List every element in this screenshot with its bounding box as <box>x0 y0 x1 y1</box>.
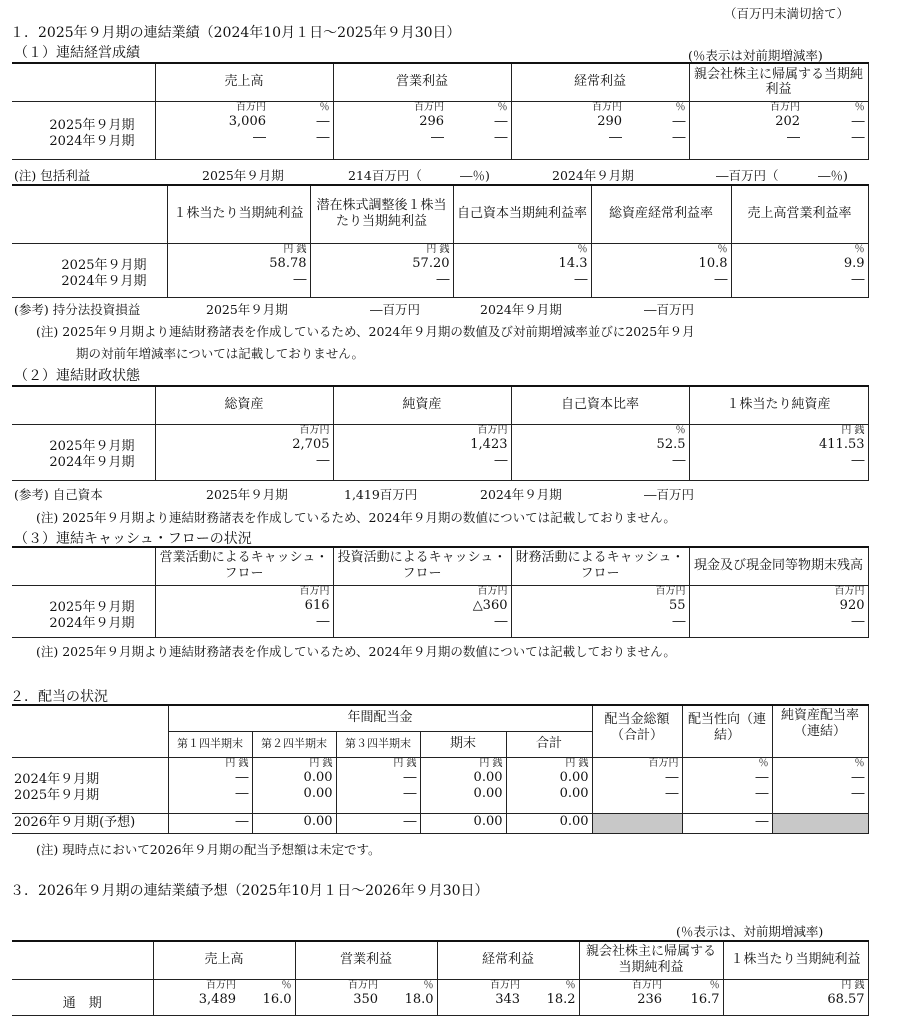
cell: ― <box>403 785 417 801</box>
cell: 0.00 <box>420 813 506 833</box>
comp-income-v1: 214百万円（ <box>348 168 422 183</box>
ref-equity-method-y2: 2024年９月期 <box>480 302 562 317</box>
header-eps: １株当たり当期純利益 <box>167 185 310 243</box>
unit: 百万円 <box>490 979 521 991</box>
unit: 百万円 <box>648 757 679 769</box>
unit: 百万円 <box>348 979 379 991</box>
ref-equity-label: (参考) 自己資本 <box>14 487 103 502</box>
cell: 57.20 <box>412 255 450 271</box>
cell: ― <box>235 769 249 785</box>
header-ordinary-profit: 経常利益 <box>437 941 579 979</box>
cell: ― <box>574 271 588 287</box>
cell: ― <box>787 129 801 145</box>
cell: 1,423 <box>470 436 508 452</box>
header-financing-cf: 財務活動によるキャッシュ・フロー <box>511 547 689 585</box>
cell: ― <box>316 129 330 145</box>
unit: ％ <box>854 101 865 113</box>
unit: 円 銭 <box>565 757 589 769</box>
header-blank <box>12 386 155 424</box>
cell: 58.78 <box>269 255 307 271</box>
cell: 0.00 <box>252 813 336 833</box>
unit: ％ <box>281 979 292 991</box>
unit-note: （百万円未満切捨て） <box>724 6 850 21</box>
per-share-table <box>12 184 869 298</box>
header-cash-end: 現金及び現金同等物期末残高 <box>689 547 868 585</box>
cell: 55 <box>668 597 686 613</box>
cell: ― <box>316 113 330 129</box>
header-blank <box>12 185 167 243</box>
ref-equity-method-v1: ―百万円 <box>370 302 421 317</box>
row-label-2024: 2024年９月期 <box>49 454 135 470</box>
header-operating-profit: 営業利益 <box>295 941 437 979</box>
unit: ％ <box>497 101 508 113</box>
section-2-title: ２．配当の状況 <box>10 689 108 705</box>
header-roa: 総資産経常利益率 <box>591 185 731 243</box>
cell: ― <box>665 769 679 785</box>
cell-shaded <box>592 813 682 833</box>
cell: 0.00 <box>473 769 503 785</box>
unit: ％ <box>675 101 686 113</box>
cell: 296 <box>419 113 445 129</box>
row-label-2025: 2025年９月期 <box>49 599 135 615</box>
comp-income-y2: 2024年９月期 <box>552 168 634 183</box>
cell: ― <box>431 129 445 145</box>
header-payout-ratio: 配当性向（連結） <box>682 705 772 757</box>
unit: 百万円 <box>206 979 236 991</box>
unit: ％ <box>854 243 865 255</box>
comp-income-y1: 2025年９月期 <box>202 168 284 183</box>
cell: ― <box>494 613 508 629</box>
row-label-2026-forecast: 2026年９月期(予想) <box>12 813 168 833</box>
header-op-margin: 売上高営業利益率 <box>731 185 868 243</box>
header-net-assets: 純資産 <box>333 386 511 424</box>
financial-position-table <box>12 385 869 481</box>
cell: 0.00 <box>303 785 333 801</box>
unit: 百万円 <box>592 101 623 113</box>
cell: 0.00 <box>506 813 592 833</box>
cell: 411.53 <box>819 436 865 452</box>
cell: ― <box>672 129 686 145</box>
cell: ― <box>755 769 769 785</box>
cell: 0.00 <box>559 785 589 801</box>
note-1-line-1: (注) 2025年９月期より連結財務諸表を作成しているため、2024年９月期の数値及び対前期増減率並びに2025年９月 <box>36 324 695 339</box>
cell: 0.00 <box>559 769 589 785</box>
row-labels <box>12 585 155 637</box>
cell: ― <box>714 271 728 287</box>
dividends-table <box>12 704 869 834</box>
cell: ― <box>672 113 686 129</box>
cell: ― <box>851 271 865 287</box>
row-label-full-year: 通 期 <box>12 979 153 1015</box>
unit: 百万円 <box>477 424 508 436</box>
cell: 616 <box>304 597 330 613</box>
cell: 18.2 <box>546 991 576 1007</box>
row-label-2024: 2024年９月期 <box>49 133 135 149</box>
header-blank <box>12 547 155 585</box>
unit: ％ <box>854 757 865 769</box>
cell: 2,705 <box>292 436 330 452</box>
ref-equity-v1: 1,419百万円 <box>344 487 418 502</box>
header-total-assets: 総資産 <box>155 386 333 424</box>
cell: ― <box>235 785 249 801</box>
unit: ％ <box>717 243 728 255</box>
unit: 百万円 <box>236 101 266 113</box>
cell: 290 <box>597 113 623 129</box>
cell: 350 <box>353 991 379 1007</box>
cell: ― <box>494 452 508 468</box>
row-label-2024: 2024年９月期 <box>61 273 147 289</box>
row-label-2025: 2025年９月期 <box>49 117 135 133</box>
header-operating-cf: 営業活動によるキャッシュ・フロー <box>155 547 333 585</box>
unit: ％ <box>577 243 588 255</box>
header-net-profit: 親会社株主に帰属する当期純利益 <box>689 63 868 101</box>
header-blank <box>12 63 155 101</box>
header-roe: 自己資本当期純利益率 <box>453 185 591 243</box>
cell: 9.9 <box>843 255 865 271</box>
cell: ― <box>316 452 330 468</box>
cell: 0.00 <box>473 785 503 801</box>
cell: ― <box>851 129 865 145</box>
ref-equity-y2: 2024年９月期 <box>480 487 562 502</box>
cell: ― <box>851 769 865 785</box>
note-2: (注) 2025年９月期より連結財務諸表を作成しているため、2024年９月期の数値については記載しておりません。 <box>36 510 676 525</box>
unit: 円 銭 <box>225 757 249 769</box>
row-label-2024: 2024年９月期 <box>49 615 135 631</box>
pct-note-2: (％表示は、対前期増減率) <box>676 924 824 939</box>
unit: 円 銭 <box>479 757 503 769</box>
header-doe: 純資産配当率（連結） <box>772 705 868 757</box>
ref-equity-y1: 2025年９月期 <box>206 487 288 502</box>
header-blank <box>12 705 168 757</box>
forecast-table <box>12 940 869 1016</box>
cell: 236 <box>637 991 663 1007</box>
cell: ― <box>403 769 417 785</box>
unit: 百万円 <box>299 585 330 597</box>
header-eps: １株当たり当期純利益 <box>723 941 868 979</box>
header-sales: 売上高 <box>153 941 295 979</box>
note-3: (注) 2025年９月期より連結財務諸表を作成しているため、2024年９月期の数値については記載しておりません。 <box>36 644 676 659</box>
unit: 円 銭 <box>283 243 307 255</box>
comp-income-label: (注) 包括利益 <box>14 168 91 183</box>
ref-equity-method-label: (参考) 持分法投資損益 <box>14 302 141 317</box>
unit: 百万円 <box>834 585 865 597</box>
cell: ― <box>851 113 865 129</box>
unit: ％ <box>675 424 686 436</box>
unit: 円 銭 <box>309 757 333 769</box>
unit: ％ <box>319 101 330 113</box>
cell: 10.8 <box>698 255 728 271</box>
cell: ― <box>851 785 865 801</box>
pct-note: (％表示は対前期増減率) <box>688 48 823 63</box>
header-operating-profit: 営業利益 <box>333 63 511 101</box>
cell: 343 <box>495 991 521 1007</box>
cell: ― <box>755 785 769 801</box>
cell: ― <box>293 271 307 287</box>
cell: 68.57 <box>827 991 865 1007</box>
row-labels <box>12 243 167 297</box>
unit: 百万円 <box>414 101 445 113</box>
note-1-line-2: 期の対前年増減率については記載しておりません。 <box>76 346 365 361</box>
cell: 18.0 <box>404 991 434 1007</box>
section-1-title: １．2025年９月期の連結業績（2024年10月１日～2025年９月30日） <box>10 25 461 41</box>
header-diluted-eps: 潜在株式調整後１株当たり当期純利益 <box>310 185 453 243</box>
row-label-2024: 2024年９月期 <box>14 771 100 787</box>
header-total: 合計 <box>506 731 592 757</box>
row-label-2025: 2025年９月期 <box>14 787 100 803</box>
cell: 920 <box>839 597 865 613</box>
cell: ― <box>851 452 865 468</box>
header-annual-dividend: 年間配当金 <box>168 705 592 731</box>
unit: 円 銭 <box>393 757 417 769</box>
cell: 202 <box>775 113 801 129</box>
cell: ― <box>336 813 420 833</box>
cell: ― <box>316 613 330 629</box>
header-year-end: 期末 <box>420 731 506 757</box>
ref-equity-v2: ―百万円 <box>644 487 695 502</box>
comp-income-v2: ―百万円（ <box>716 168 779 183</box>
unit: ％ <box>565 979 576 991</box>
unit: 百万円 <box>770 101 801 113</box>
unit: 円 銭 <box>841 979 865 991</box>
cell: 16.7 <box>690 991 720 1007</box>
cell: 3,006 <box>228 113 266 129</box>
cell: ― <box>253 129 266 145</box>
comp-income-p2: ―％) <box>818 168 848 183</box>
header-q3: 第３四半期末 <box>336 731 420 757</box>
unit: 円 銭 <box>426 243 450 255</box>
cell: ― <box>672 452 686 468</box>
header-ordinary-profit: 経常利益 <box>511 63 689 101</box>
header-q1: 第１四半期末 <box>168 731 252 757</box>
cell: ― <box>665 785 679 801</box>
row-labels <box>12 101 155 159</box>
cell: 16.0 <box>262 991 292 1007</box>
cell: △360 <box>472 597 508 613</box>
cash-flow-table <box>12 546 869 638</box>
unit: 百万円 <box>655 585 686 597</box>
comp-income-p1: ―％) <box>460 168 490 183</box>
cell: ― <box>494 113 508 129</box>
header-total-dividend: 配当金総額（合計） <box>592 705 682 757</box>
cell: 3,489 <box>198 991 236 1007</box>
section-3-title: ３．2026年９月期の連結業績予想（2025年10月１日～2026年９月30日） <box>10 883 489 899</box>
cell: ― <box>851 613 865 629</box>
header-equity-ratio: 自己資本比率 <box>511 386 689 424</box>
header-blank <box>12 941 153 979</box>
unit: 円 銭 <box>841 424 865 436</box>
row-label-2025: 2025年９月期 <box>61 257 147 273</box>
unit: ％ <box>709 979 720 991</box>
header-investing-cf: 投資活動によるキャッシュ・フロー <box>333 547 511 585</box>
ref-equity-method-v2: ―百万円 <box>644 302 695 317</box>
cell: ― <box>672 613 686 629</box>
cell-shaded <box>772 813 868 833</box>
cell: ― <box>436 271 450 287</box>
cell: 52.5 <box>656 436 686 452</box>
header-net-profit: 親会社株主に帰属する当期純利益 <box>579 941 723 979</box>
ref-equity-method-y1: 2025年９月期 <box>206 302 288 317</box>
cell: 14.3 <box>558 255 588 271</box>
unit: 百万円 <box>477 585 508 597</box>
section-1-3-title: （３）連結キャッシュ・フローの状況 <box>14 531 252 547</box>
header-bps: １株当たり純資産 <box>689 386 868 424</box>
header-sales: 売上高 <box>155 63 333 101</box>
section-1-2-title: （２）連結財政状態 <box>14 368 140 384</box>
row-labels <box>12 424 155 480</box>
unit: ％ <box>758 757 769 769</box>
operating-results-table <box>12 62 869 160</box>
cell: ― <box>682 813 772 833</box>
unit: 百万円 <box>299 424 330 436</box>
cell: 0.00 <box>303 769 333 785</box>
row-label-2025: 2025年９月期 <box>49 438 135 454</box>
cell: ― <box>168 813 252 833</box>
header-q2: 第２四半期末 <box>252 731 336 757</box>
note-4: (注) 現時点において2026年９月期の配当予想額は未定です。 <box>36 842 381 857</box>
cell: ― <box>494 129 508 145</box>
section-1-1-title: （１）連結経営成績 <box>14 45 140 61</box>
row-labels <box>12 757 168 813</box>
cell: ― <box>609 129 623 145</box>
unit: ％ <box>423 979 434 991</box>
unit: 百万円 <box>632 979 663 991</box>
